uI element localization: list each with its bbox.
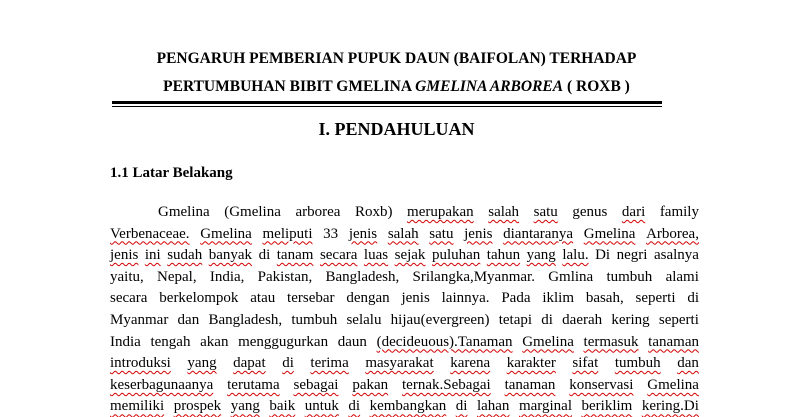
flagged-word: konservasi — [569, 376, 634, 393]
paragraph-line — [110, 396, 699, 417]
flagged-word: masyarakat — [365, 355, 434, 372]
word: dan — [177, 311, 200, 328]
word: tersebar — [287, 290, 335, 307]
flagged-word: salah — [488, 204, 520, 220]
flagged-word: jenis — [464, 225, 493, 242]
flagged-word: sejak — [394, 247, 426, 264]
flagged-word: sifat — [572, 355, 599, 372]
word: hijau(evergreen) — [390, 311, 490, 328]
paragraph-line — [110, 202, 699, 224]
flagged-word: jenis — [110, 247, 139, 264]
word: Nepal, — [157, 268, 197, 285]
flagged-word: karakter — [506, 355, 556, 372]
paragraph-line — [110, 353, 699, 375]
word: atau — [250, 290, 276, 307]
flagged-word: dari — [621, 204, 646, 220]
flagged-word: yang — [526, 247, 556, 264]
chapter-heading: I. PENDAHULUAN — [318, 119, 475, 139]
word: Pakistan, — [257, 268, 313, 285]
flagged-word: baik — [269, 398, 296, 415]
word: asalnya — [653, 247, 699, 264]
word: jenis — [401, 290, 430, 307]
flagged-word: ini — [144, 247, 161, 264]
flagged-word: terima — [310, 355, 349, 372]
flagged-word: ternak.Sebagai — [402, 376, 491, 393]
word: tumbuh — [291, 311, 338, 328]
word: genus — [572, 204, 608, 220]
word: yaitu, — [110, 268, 144, 285]
title-rule-thick — [112, 101, 662, 104]
flagged-word: diantaranya — [503, 225, 574, 242]
flagged-word: dan — [677, 355, 699, 372]
word: seperti — [658, 311, 699, 328]
word: lainnya. — [441, 290, 490, 307]
flagged-word: merupakan — [407, 204, 474, 220]
flagged-word: jenis — [348, 225, 378, 242]
word: basah, — [585, 290, 624, 307]
paragraph-line — [110, 245, 699, 267]
flagged-word: tanaman — [504, 376, 556, 393]
flagged-word: tanam — [276, 247, 314, 264]
flagged-word: tahun — [486, 247, 521, 264]
word: Pada — [501, 290, 531, 307]
word: iklim — [542, 290, 574, 307]
word: India — [110, 333, 141, 350]
paragraph-line — [110, 288, 699, 310]
word: di — [541, 311, 553, 328]
flagged-word: lahan — [476, 398, 510, 415]
flagged-word: (decideuous).Tanaman — [376, 333, 513, 350]
word: secara — [110, 290, 148, 307]
word: Myanmar — [110, 311, 169, 328]
flagged-word: termasuk — [583, 333, 639, 350]
word: daerah — [562, 311, 603, 328]
section-heading: 1.1 Latar Belakang — [110, 165, 233, 181]
flagged-word: sebagai — [293, 376, 339, 393]
flagged-word: di — [282, 355, 294, 372]
flagged-word: beriklim — [581, 398, 633, 415]
flagged-word: memiliki — [110, 398, 165, 415]
flagged-word: kembangkan — [369, 398, 447, 415]
flagged-word: Gmelina — [647, 376, 699, 393]
word: Bangladesh, — [208, 311, 283, 328]
flagged-word: lalu. — [562, 247, 589, 264]
word: Gmelina — [158, 204, 210, 220]
paragraph-line — [110, 267, 699, 289]
word: berkelompok — [159, 290, 239, 307]
title-rule-thin — [112, 106, 662, 107]
flagged-word: dapat — [233, 355, 266, 372]
flagged-word: secara — [319, 247, 358, 264]
flagged-word: keserbagunaanya — [110, 376, 214, 393]
word: akan — [200, 333, 229, 350]
word: tetapi — [498, 311, 533, 328]
word: negri — [616, 247, 648, 264]
flagged-word: marginal — [518, 398, 572, 415]
word: family — [659, 204, 699, 220]
flagged-word: untuk — [304, 398, 339, 415]
flagged-word: sudah — [167, 247, 203, 264]
title-line-2-end: ( ROXB ) — [563, 78, 630, 95]
word: Bangladesh, — [325, 268, 400, 285]
flagged-word: di — [455, 398, 468, 415]
word: seperti — [635, 290, 676, 307]
body-paragraph — [110, 202, 699, 417]
word: Roxb) — [354, 204, 393, 220]
paragraph-line — [110, 332, 699, 354]
flagged-word: salah — [387, 225, 419, 242]
title-line-2-italic: GMELINA ARBOREA — [415, 78, 564, 95]
flagged-word: yang — [230, 398, 260, 415]
word: (Gmelina — [224, 204, 281, 220]
flagged-word: Gmelina — [583, 225, 636, 242]
word: dengan — [346, 290, 390, 307]
flagged-word: terutama — [227, 376, 280, 393]
word: tumbuh — [606, 268, 653, 285]
word: di — [258, 247, 271, 264]
flagged-word: luas — [363, 247, 389, 264]
word: daun — [337, 333, 367, 350]
flagged-word: Gmelina — [200, 225, 252, 242]
flagged-word: pakan — [352, 376, 389, 393]
flagged-word: yang — [187, 355, 217, 372]
paragraph-line — [110, 310, 699, 332]
flagged-word: tanaman — [648, 333, 699, 350]
paragraph-line — [110, 224, 699, 246]
word: selalu — [346, 311, 382, 328]
word: India, — [209, 268, 245, 285]
flagged-word: karena — [450, 355, 491, 372]
word: alami — [665, 268, 699, 285]
word: tengah — [150, 333, 191, 350]
paragraph-line — [110, 375, 699, 397]
word: Srilangka,Myanmar. — [412, 268, 535, 285]
word: 33 — [323, 225, 339, 242]
word: Gmlina — [548, 268, 594, 285]
word: di — [687, 290, 699, 307]
word: arborea — [295, 204, 341, 220]
word: Di — [595, 247, 611, 264]
flagged-word: di — [348, 398, 361, 415]
word: kering — [611, 311, 650, 328]
flagged-word: puluhan — [431, 247, 481, 264]
flagged-word: banyak — [208, 247, 253, 264]
title-line-2-main: PERTUMBUHAN BIBIT GMELINA — [163, 78, 416, 95]
flagged-word: satu — [429, 225, 454, 242]
flagged-word: meliputi — [262, 225, 313, 242]
flagged-word: Gmelina — [522, 333, 574, 350]
document-title-line-2 — [0, 78, 793, 96]
flagged-word: Arborea, — [646, 225, 699, 242]
document-title-line-1: PENGARUH PEMBERIAN PUPUK DAUN (BAIFOLAN) TERHADAP — [156, 50, 637, 67]
flagged-word: introduksi — [110, 355, 171, 372]
flagged-word: kering.Di — [641, 398, 699, 415]
flagged-word: Verbenaceae. — [110, 225, 190, 242]
flagged-word: prospek — [173, 398, 222, 415]
word: menggugurkan — [238, 333, 329, 350]
flagged-word: satu — [533, 204, 558, 220]
flagged-word: tumbuh — [614, 355, 661, 372]
